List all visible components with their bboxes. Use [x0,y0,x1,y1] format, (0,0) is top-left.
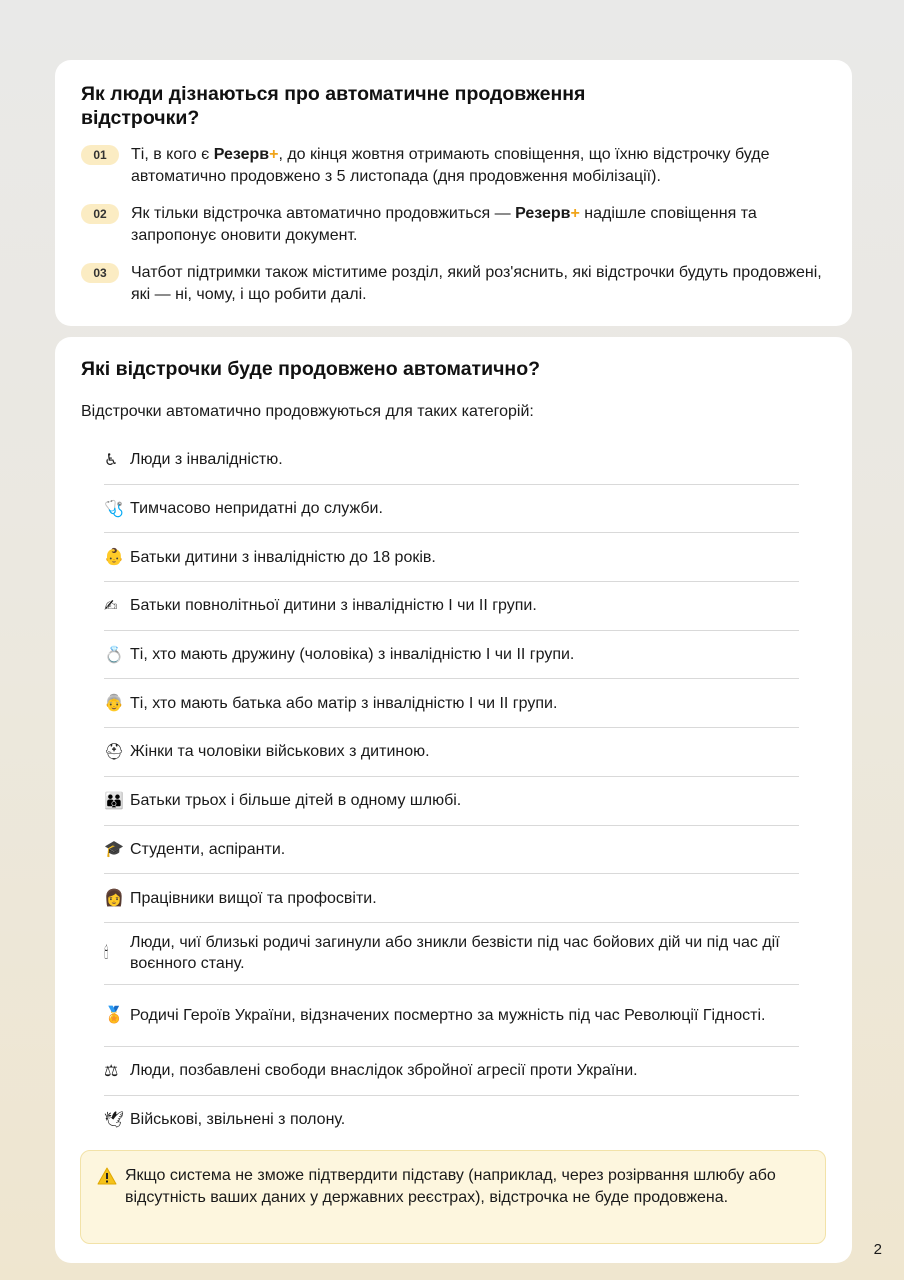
candle-icon: 🕯 [104,943,109,963]
step-item [81,262,826,306]
section1-title: Як люди дізнаються про автоматичне продовження відстрочки? [81,83,586,129]
category-item [104,582,799,631]
categories-list [104,436,799,1144]
step-item [81,144,826,188]
step-text: Ті, в кого є Резерв+, до кінця жовтня отримають сповіщення, що їхню відстрочку буде автоматично продовжено з 5 листопада (дня продовження мобілізації). [131,146,770,185]
brand-name: Резерв [515,205,571,222]
categories-intro: Відстрочки автоматично продовжуються для таких категорій: [81,403,534,420]
section2-title: Які відстрочки буде продовжено автоматично? [81,358,541,380]
category-item [104,923,799,985]
steps-list [81,144,826,306]
step-item [81,203,826,247]
military-helmet-icon: ⛑ [104,741,125,761]
category-item [104,728,799,777]
graduation-cap-icon: 🎓 [104,839,124,859]
category-item [104,631,799,680]
baby-icon: 👶 [104,547,124,567]
category-item [104,985,799,1047]
teacher-icon: 👩 [104,888,124,908]
category-text: Ті, хто мають батька або матір з інвалідністю І чи ІІ групи. [130,694,558,712]
category-text: Батьки повнолітньої дитини з інвалідністю І чи ІІ групи. [130,597,537,615]
step-number-badge: 02 [81,204,119,224]
category-text: Працівники вищої та профосвіти. [130,889,377,907]
brand-plus: + [269,146,279,163]
category-item [104,1047,799,1096]
warning-box [80,1150,826,1244]
category-text: Родичі Героїв України, відзначених посмертно за мужність під час Революції Гідності. [130,1006,766,1024]
category-text: Батьки трьох і більше дітей в одному шлюбі. [130,792,462,810]
wheelchair-icon: ♿ [104,449,119,469]
step-number-badge: 01 [81,145,119,165]
scales-icon: ⚖ [104,1060,119,1080]
writing-hand-icon: ✍ [104,595,118,615]
category-item [104,777,799,826]
category-item [104,436,799,485]
step-number-badge: 03 [81,263,119,283]
category-text: Люди, чиї близькі родичі загинули або зникли безвісти під час бойових дій чи під час дії воєнного стану. [130,934,780,973]
category-text: Батьки дитини з інвалідністю до 18 років. [130,548,436,566]
category-item [104,826,799,875]
stethoscope-icon: 🩺 [104,498,124,518]
category-text: Люди, позбавлені свободи внаслідок збройної агресії проти України. [130,1062,638,1080]
category-text: Студенти, аспіранти. [130,840,286,858]
category-text: Ті, хто мають дружину (чоловіка) з інвалідністю І чи ІІ групи. [130,646,575,664]
categories-card [55,337,852,1263]
page-number: 2 [873,1241,882,1258]
warning-icon [97,1167,125,1243]
category-text: Тимчасово непридатні до служби. [130,500,383,518]
category-text: Люди з інвалідністю. [130,451,283,469]
category-item [104,485,799,534]
step-text: Чатбот підтримки також міститиме розділ, який роз'яснить, які відстрочки будуть продовжені, які — ні, чому, і що робити далі. [131,264,822,303]
category-text: Жінки та чоловіки військових з дитиною. [130,743,430,761]
brand-name: Резерв [213,146,270,163]
brand-plus: + [570,205,580,222]
notification-card [55,60,852,326]
warning-text: Якщо система не зможе підтвердити підставу (наприклад, через розірвання шлюбу або відсутність ваших даних у державних реєстрах), відстрочка не буде продовжена. [125,1167,776,1206]
medal-icon: 🏅 [104,1005,124,1025]
ring-icon: 💍 [104,644,124,664]
category-item [104,533,799,582]
dove-icon: 🕊 [104,1109,125,1129]
category-item [104,679,799,728]
elder-icon: 👵 [104,693,124,713]
category-item [104,874,799,923]
step-text: Як тільки відстрочка автоматично продовжиться — Резерв+ надішле сповіщення та запропонує оновити документ. [131,205,757,244]
category-text: Військові, звільнені з полону. [130,1111,346,1129]
category-item [104,1096,799,1145]
family-icon: 👪 [104,790,124,810]
